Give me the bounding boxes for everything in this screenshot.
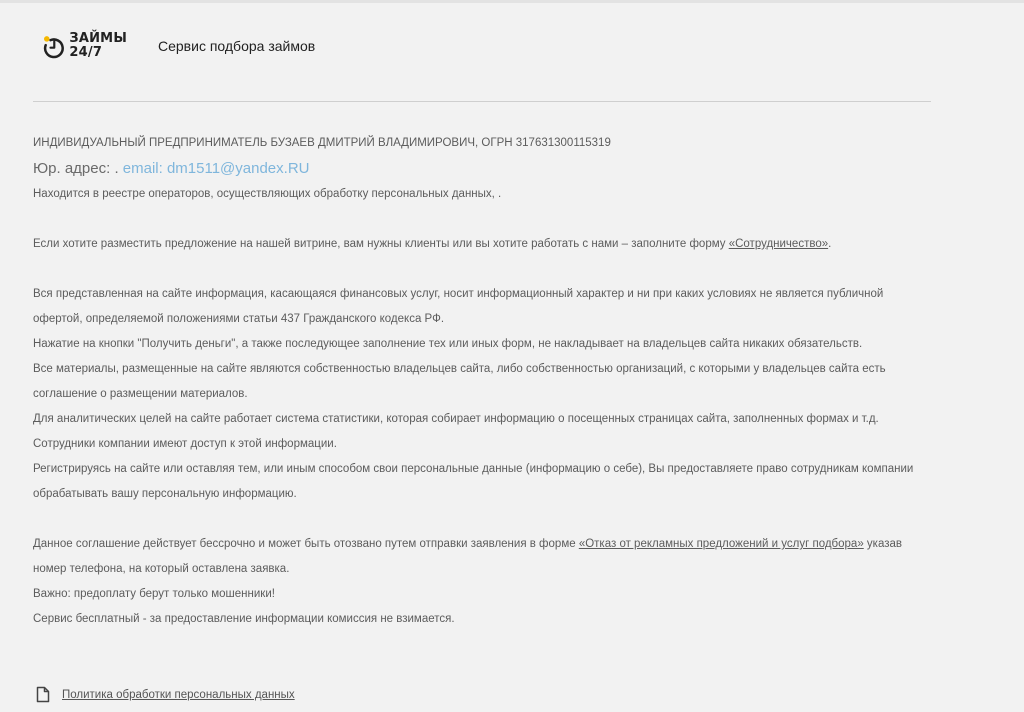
logo-line1: ЗАЙМЫ bbox=[69, 31, 127, 46]
disclaimer-paragraph-3: Все материалы, размещенные на сайте являются собственностью владельцев сайта, либо собственностью организаций, с которыми у владельцев сайта есть соглашение о размещении материалов. bbox=[33, 363, 886, 400]
partnership-link[interactable]: «Сотрудничество» bbox=[728, 238, 829, 250]
logo[interactable] bbox=[43, 31, 127, 61]
document-icon bbox=[36, 686, 50, 703]
header bbox=[43, 27, 315, 65]
agreement-text-body: Данное соглашение действует бессрочно и может быть отозвано путем отправки заявления в форме bbox=[33, 538, 579, 550]
partner-text-end: . bbox=[828, 238, 832, 250]
opt-out-link[interactable]: «Отказ от рекламных предложений и услуг подбора» bbox=[578, 538, 864, 550]
disclaimer-paragraph-5: Регистрируясь на сайте или оставляя тем, или иным способом свои персональные данные (информацию о себе), Вы предоставляете право сотрудникам компании обрабатывать вашу персональную информацию. bbox=[33, 463, 914, 500]
top-edge bbox=[0, 0, 1024, 3]
clock-logo-icon bbox=[43, 31, 66, 61]
free-service-text: Сервис бесплатный - за предоставление информации комиссия не взимается. bbox=[33, 613, 455, 625]
warning-text: Важно: предоплату берут только мошенники! bbox=[33, 588, 275, 600]
legal-address bbox=[33, 156, 933, 182]
email-link[interactable]: email: dm1511@yandex.RU bbox=[122, 160, 310, 177]
logo-line2: 24/7 bbox=[69, 45, 103, 60]
agreement-text bbox=[33, 532, 933, 582]
registry-text: Находится в реестре операторов, осуществляющих обработку персональных данных, . bbox=[33, 188, 502, 200]
header-divider bbox=[33, 101, 931, 102]
company-info: ИНДИВИДУАЛЬНЫЙ ПРЕДПРИНИМАТЕЛЬ БУЗАЕВ ДМИТРИЙ ВЛАДИМИРОВИЧ, ОГРН 317631300115319 bbox=[33, 137, 611, 149]
agreement-text-end: указав номер телефона, на который оставлена заявка. bbox=[33, 538, 903, 575]
disclaimer-paragraph-4: Для аналитических целей на сайте работает система статистики, которая собирает информацию о посещенных страницах сайта, заполненных формах и т.д. Сотрудники компании имеют доступ к этой информации. bbox=[33, 413, 879, 450]
partner-text-body: Если хотите разместить предложение на нашей витрине, вам нужны клиенты или вы хотите работать с нами – заполните форму bbox=[33, 238, 729, 250]
disclaimer-paragraph-1: Вся представленная на сайте информация, касающаяся финансовых услуг, носит информационный характер и ни при каких условиях не является публичной офертой, определяемой положениями статьи 437 Гражданского кодекса РФ. bbox=[33, 288, 884, 325]
privacy-policy-link[interactable]: Политика обработки персональных данных bbox=[62, 688, 295, 701]
address-prefix: Юр. адрес: . bbox=[33, 160, 123, 177]
partner-text bbox=[33, 232, 933, 257]
service-name: Сервис подбора займов bbox=[158, 38, 316, 54]
legal-content bbox=[33, 131, 933, 632]
disclaimer-paragraph-2: Нажатие на кнопки "Получить деньги", а также последующее заполнение тех или иных форм, не накладывает на владельцев сайта никаких обязательств. bbox=[33, 338, 863, 350]
logo-text bbox=[69, 32, 127, 60]
privacy-policy-row[interactable] bbox=[36, 686, 295, 703]
